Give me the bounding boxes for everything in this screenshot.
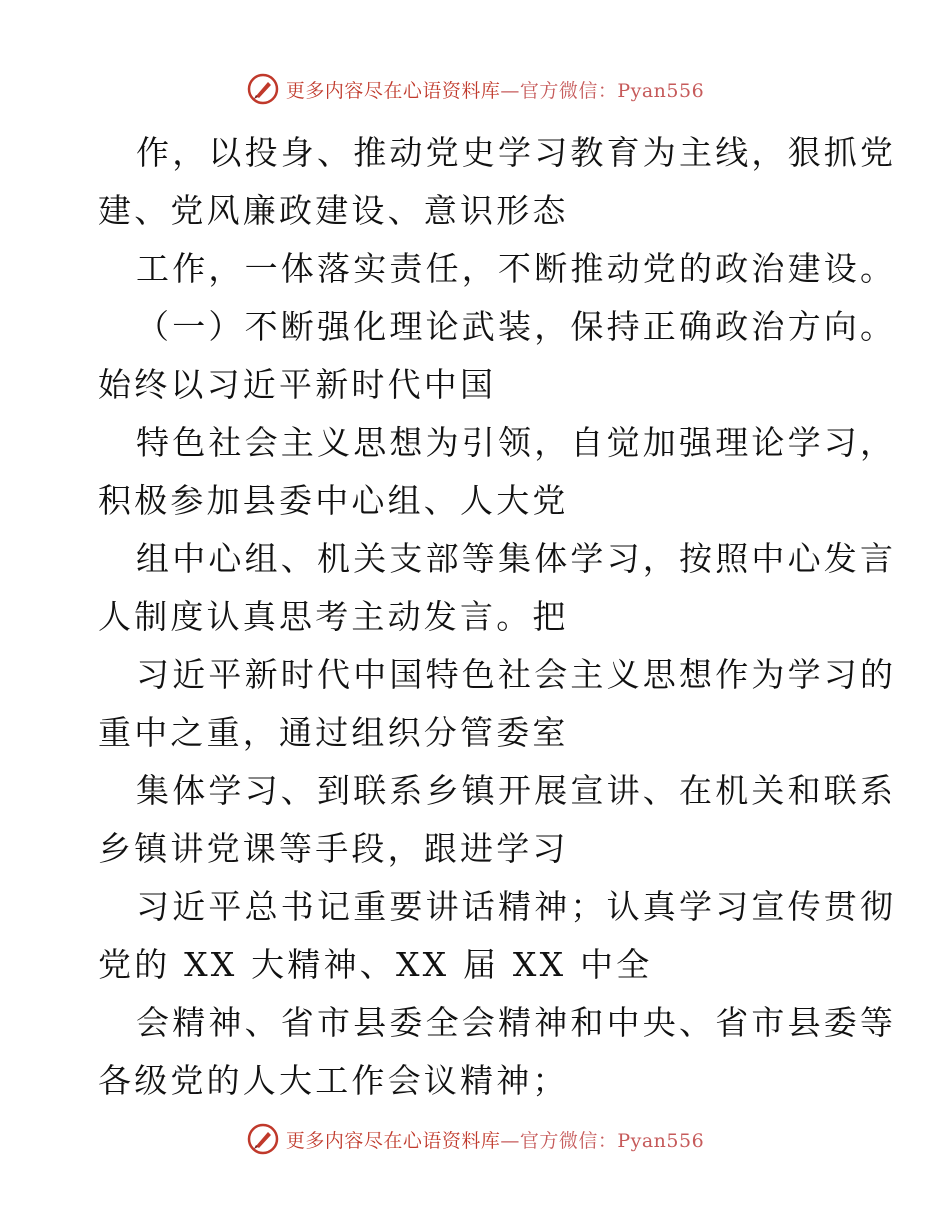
watermark-official: 官方微信：Pyan556 <box>519 79 705 102</box>
body-line: 习近平总书记重要讲话精神；认真学习宣传贯彻 <box>136 887 897 926</box>
body-line: （一）不断强化理论武装，保持正确政治方向。 <box>136 307 897 346</box>
pen-nib-logo-icon <box>246 72 280 106</box>
footer-watermark <box>0 1122 950 1156</box>
watermark-main: 更多内容尽在心语资料库 <box>285 79 501 102</box>
body-line: 各级党的人大工作会议精神； <box>98 1061 569 1100</box>
body-line: 始终以习近平新时代中国 <box>98 365 497 404</box>
body-line: 重中之重，通过组织分管委室 <box>98 713 569 752</box>
body-line: 人制度认真思考主动发言。把 <box>98 597 569 636</box>
pen-nib-logo-icon <box>246 1122 280 1156</box>
watermark-text <box>286 76 704 103</box>
watermark-text <box>286 1126 704 1153</box>
body-line: 建、党风廉政建设、意识形态 <box>98 191 569 230</box>
watermark-dash: — <box>500 1129 520 1152</box>
body-line: 会精神、省市县委全会精神和中央、省市县委等 <box>136 1003 897 1042</box>
body-line: 集体学习、到联系乡镇开展宣讲、在机关和联系 <box>136 771 897 810</box>
body-line: 组中心组、机关支部等集体学习，按照中心发言 <box>136 539 897 578</box>
watermark-official: 官方微信：Pyan556 <box>519 1129 705 1152</box>
watermark-main: 更多内容尽在心语资料库 <box>285 1129 501 1152</box>
body-line: 党的 XX 大精神、XX 届 XX 中全 <box>98 945 653 984</box>
body-line: 工作，一体落实责任，不断推动党的政治建设。 <box>136 249 897 288</box>
body-line: 特色社会主义思想为引领，自觉加强理论学习， <box>136 423 897 462</box>
body-line: 作，以投身、推动党史学习教育为主线，狠抓党 <box>136 133 897 172</box>
body-line: 习近平新时代中国特色社会主义思想作为学习的 <box>136 655 897 694</box>
header-watermark <box>0 72 950 106</box>
body-line: 积极参加县委中心组、人大党 <box>98 481 569 520</box>
document-body <box>98 124 897 1110</box>
watermark-dash: — <box>500 79 520 102</box>
body-line: 乡镇讲党课等手段，跟进学习 <box>98 829 569 868</box>
